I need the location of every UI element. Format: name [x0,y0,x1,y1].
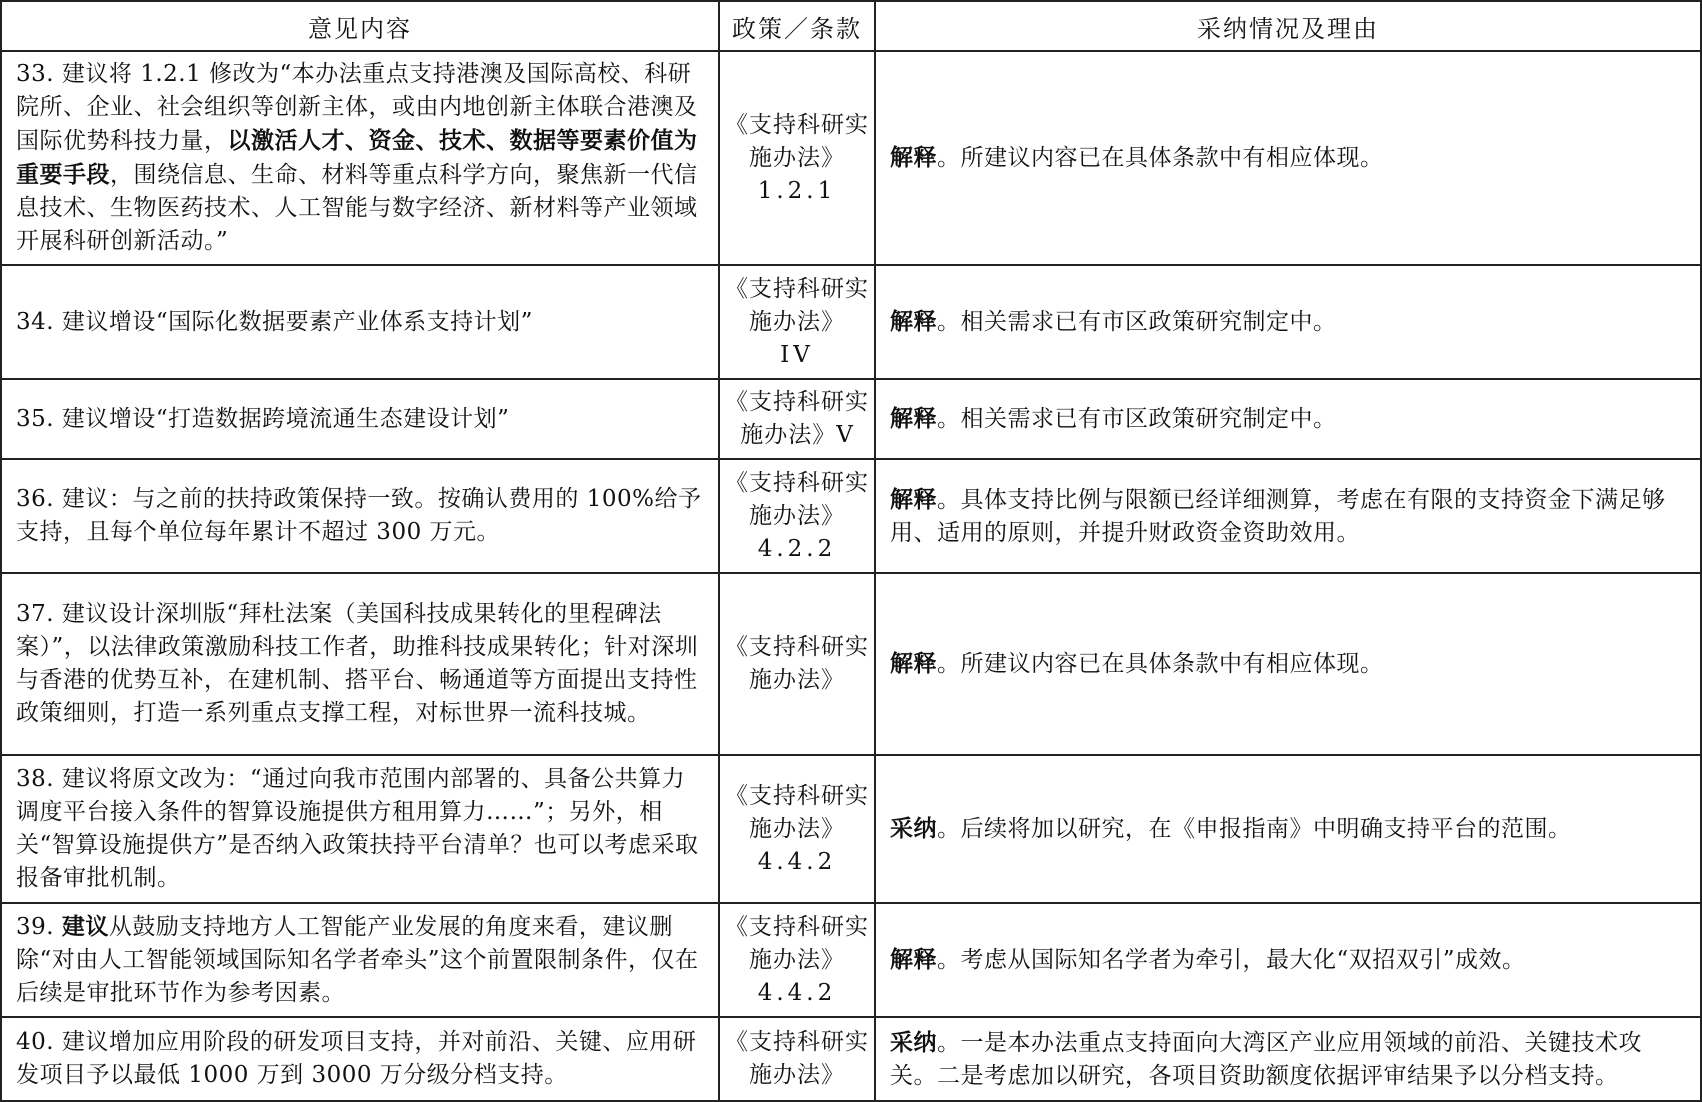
policy-name: 《支持科研实施办法》 [725,634,869,693]
policy-clause: 4.4.2 [757,979,837,1006]
opinion-cell: 36. 建议：与之前的扶持政策保持一致。按确认费用的 100%给予支持，且每个单位每年累计不超过 300 万元。 [1,459,719,573]
policy-clause: 1.2.1 [757,177,837,204]
result-text: 。所建议内容已在具体条款中有相应体现。 [937,145,1384,171]
result-text: 。所建议内容已在具体条款中有相应体现。 [937,651,1384,677]
policy-name: 《支持科研实施办法》 [725,275,869,335]
opinion-cell: 38. 建议将原文改为：“通过向我市范围内部署的、具备公共算力调度平台接入条件的智算设施提供方租用算力……”；另外，相关“智算设施提供方”是否纳入政策扶持平台清单？也可以考虑采取报备审批机制。 [1,755,719,903]
result-cell [875,755,1701,903]
policy-cell [719,573,875,755]
result-keyword: 解释 [890,485,937,513]
header-policy: 政策／条款 [719,1,875,51]
result-keyword: 解释 [890,650,937,677]
result-cell [875,1017,1701,1101]
header-row [1,1,1701,51]
opinion-cell: 40. 建议增加应用阶段的研发项目支持，并对前沿、关键、应用研发项目予以最低 1000 万到 3000 万分级分档支持。 [1,1017,719,1101]
policy-name: 《支持科研实施办法》 [725,1029,869,1088]
policy-clause: 4.2.2 [757,535,837,562]
result-keyword: 采纳 [890,1028,937,1056]
result-cell [875,573,1701,755]
policy-cell [719,903,875,1017]
table-row [1,1017,1701,1101]
opinion-cell: 39. 建议从鼓励支持地方人工智能产业发展的角度来看，建议删除“对由人工智能领域国际知名学者牵头”这个前置限制条件，仅在后续是审批环节作为参考因素。 [1,903,719,1017]
opinion-cell: 35. 建议增设“打造数据跨境流通生态建设计划” [1,379,719,459]
table-row [1,459,1701,573]
header-result: 采纳情况及理由 [875,1,1701,51]
result-keyword: 解释 [890,946,937,973]
policy-name: 《支持科研实施办法》 [725,469,869,529]
result-keyword: 解释 [890,405,937,432]
result-cell [875,265,1701,379]
result-text: 。考虑从国际知名学者为牵引，最大化“双招双引”成效。 [937,947,1526,973]
policy-name: 《支持科研实施办法》V [725,389,869,448]
table-row [1,755,1701,903]
table-row [1,379,1701,459]
result-text: 。一是本办法重点支持面向大湾区产业应用领域的前沿、关键技术攻关。二是考虑加以研究，各项目资助额度依据评审结果予以分档支持。 [890,1029,1642,1089]
opinion-emphasis: 建议 [61,913,109,940]
policy-name: 《支持科研实施办法》 [725,913,869,973]
opinion-cell: 34. 建议增设“国际化数据要素产业体系支持计划” [1,265,719,379]
policy-name: 《支持科研实施办法》 [725,782,869,842]
table-row [1,51,1701,265]
opinion-cell: 33. 建议将 1.2.1 修改为“本办法重点支持港澳及国际高校、科研院所、企业、社会组织等创新主体，或由内地创新主体联合港澳及国际优势科技力量，以激活人才、资金、技术、数据等要素价值为重要手段，围绕信息、生命、材料等重点科学方向，聚焦新一代信息技术、生物医药技术、人工智能与数字经济、新材料等产业领域开展科研创新活动。” [1,51,719,265]
result-text: 。后续将加以研究，在《申报指南》中明确支持平台的范围。 [937,816,1572,842]
policy-name: 《支持科研实施办法》 [725,111,869,171]
result-keyword: 解释 [890,144,937,171]
table-row [1,265,1701,379]
policy-cell [719,1017,875,1101]
result-cell [875,903,1701,1017]
result-keyword: 采纳 [890,815,937,842]
result-cell [875,459,1701,573]
opinion-emphasis: 以激活人才、资金、技术、数据等要素价值为重要手段 [16,127,698,188]
table-row [1,573,1701,755]
result-text: 。具体支持比例与限额已经详细测算，考虑在有限的支持资金下满足够用、适用的原则，并提升财政资金资助效用。 [890,486,1666,546]
policy-clause: 4.4.2 [757,848,837,875]
policy-clause: IV [780,341,814,368]
result-cell [875,379,1701,459]
opinion-cell: 37. 建议设计深圳版“拜杜法案（美国科技成果转化的里程碑法案）”，以法律政策激励科技工作者，助推科技成果转化；针对深圳与香港的优势互补，在建机制、搭平台、畅通道等方面提出支持性政策细则，打造一系列重点支撑工程，对标世界一流科技城。 [1,573,719,755]
result-text: 。相关需求已有市区政策研究制定中。 [937,309,1337,335]
result-cell [875,51,1701,265]
header-opinion: 意见内容 [1,1,719,51]
policy-cell [719,265,875,379]
result-text: 。相关需求已有市区政策研究制定中。 [937,406,1337,432]
result-keyword: 解释 [890,308,937,335]
policy-cell [719,51,875,265]
policy-cell [719,459,875,573]
policy-cell [719,755,875,903]
table-row [1,903,1701,1017]
policy-cell [719,379,875,459]
